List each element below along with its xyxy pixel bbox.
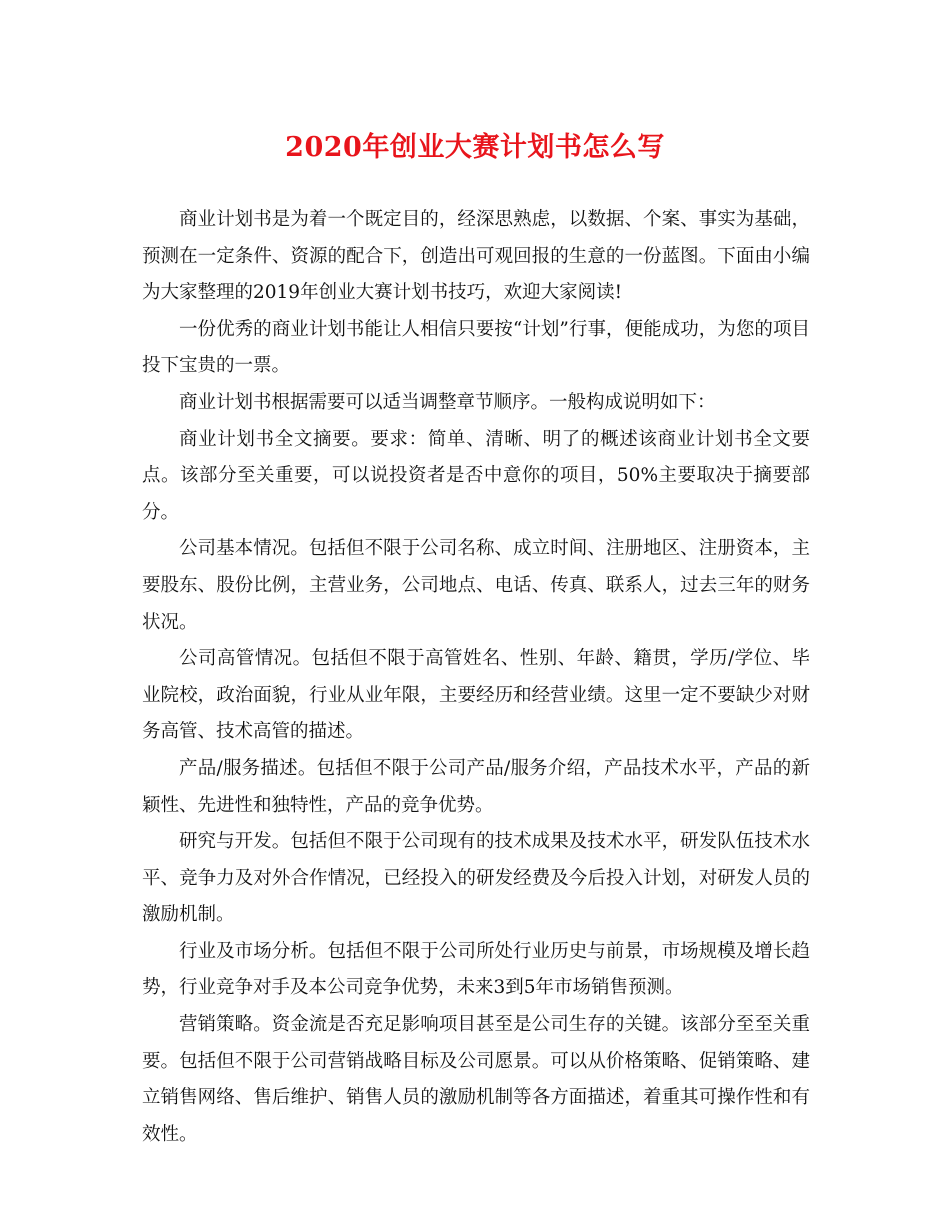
paragraph-products: 产品/服务描述。包括但不限于公司产品/服务介绍，产品技术水平，产品的新颖性、先进性和独特性，产品的竞争优势。 (142, 757, 810, 816)
paragraph-research: 研究与开发。包括但不限于公司现有的技术成果及技术水平，研发队伍技术水平、竞争力及对外合作情况，已经投入的研发经费及今后投入计划，对研发人员的激励机制。 (142, 831, 810, 926)
paragraph-company-basics: 公司基本情况。包括但不限于公司名称、成立时间、注册地区、注册资本，主要股东、股份比例，主营业务，公司地点、电话、传真、联系人，过去三年的财务状况。 (142, 538, 810, 633)
paragraph-excellent-plan: 一份优秀的商业计划书能让人相信只要按“计划”行事，便能成功，为您的项目投下宝贵的一票。 (142, 318, 810, 377)
paragraph-executives: 公司高管情况。包括但不限于高管姓名、性别、年龄、籍贯，学历/学位、毕业院校，政治面貌，行业从业年限，主要经历和经营业绩。这里一定不要缺少对财务高管、技术高管的描述。 (142, 648, 810, 743)
document-title: 2020年创业大赛计划书怎么写 (285, 132, 665, 163)
paragraph-summary: 商业计划书全文摘要。要求：简单、清晰、明了的概述该商业计划书全文要点。该部分至关重要，可以说投资者是否中意你的项目，50%主要取决于摘要部分。 (142, 428, 810, 523)
paragraph-market: 行业及市场分析。包括但不限于公司所处行业历史与前景，市场规模及增长趋势，行业竞争对手及本公司竞争优势，未来3到5年市场销售预测。 (142, 940, 810, 999)
document-body (142, 202, 810, 1153)
paragraph-intro: 商业计划书是为着一个既定目的，经深思熟虑，以数据、个案、事实为基础，预测在一定条件、资源的配合下，创造出可观回报的生意的一份蓝图。下面由小编为大家整理的2019年创业大赛计划书技巧，欢迎大家阅读! (142, 209, 810, 304)
paragraph-structure: 商业计划书根据需要可以适当调整章节顺序。一般构成说明如下： (179, 391, 716, 413)
paragraph-marketing: 营销策略。资金流是否充足影响项目甚至是公司生存的关键。该部分至至关重要。包括但不限于公司营销战略目标及公司愿景。可以从价格策略、促销策略、建立销售网络、售后维护、销售人员的激励机制等各方面描述，着重其可操作性和有效性。 (142, 1014, 810, 1145)
